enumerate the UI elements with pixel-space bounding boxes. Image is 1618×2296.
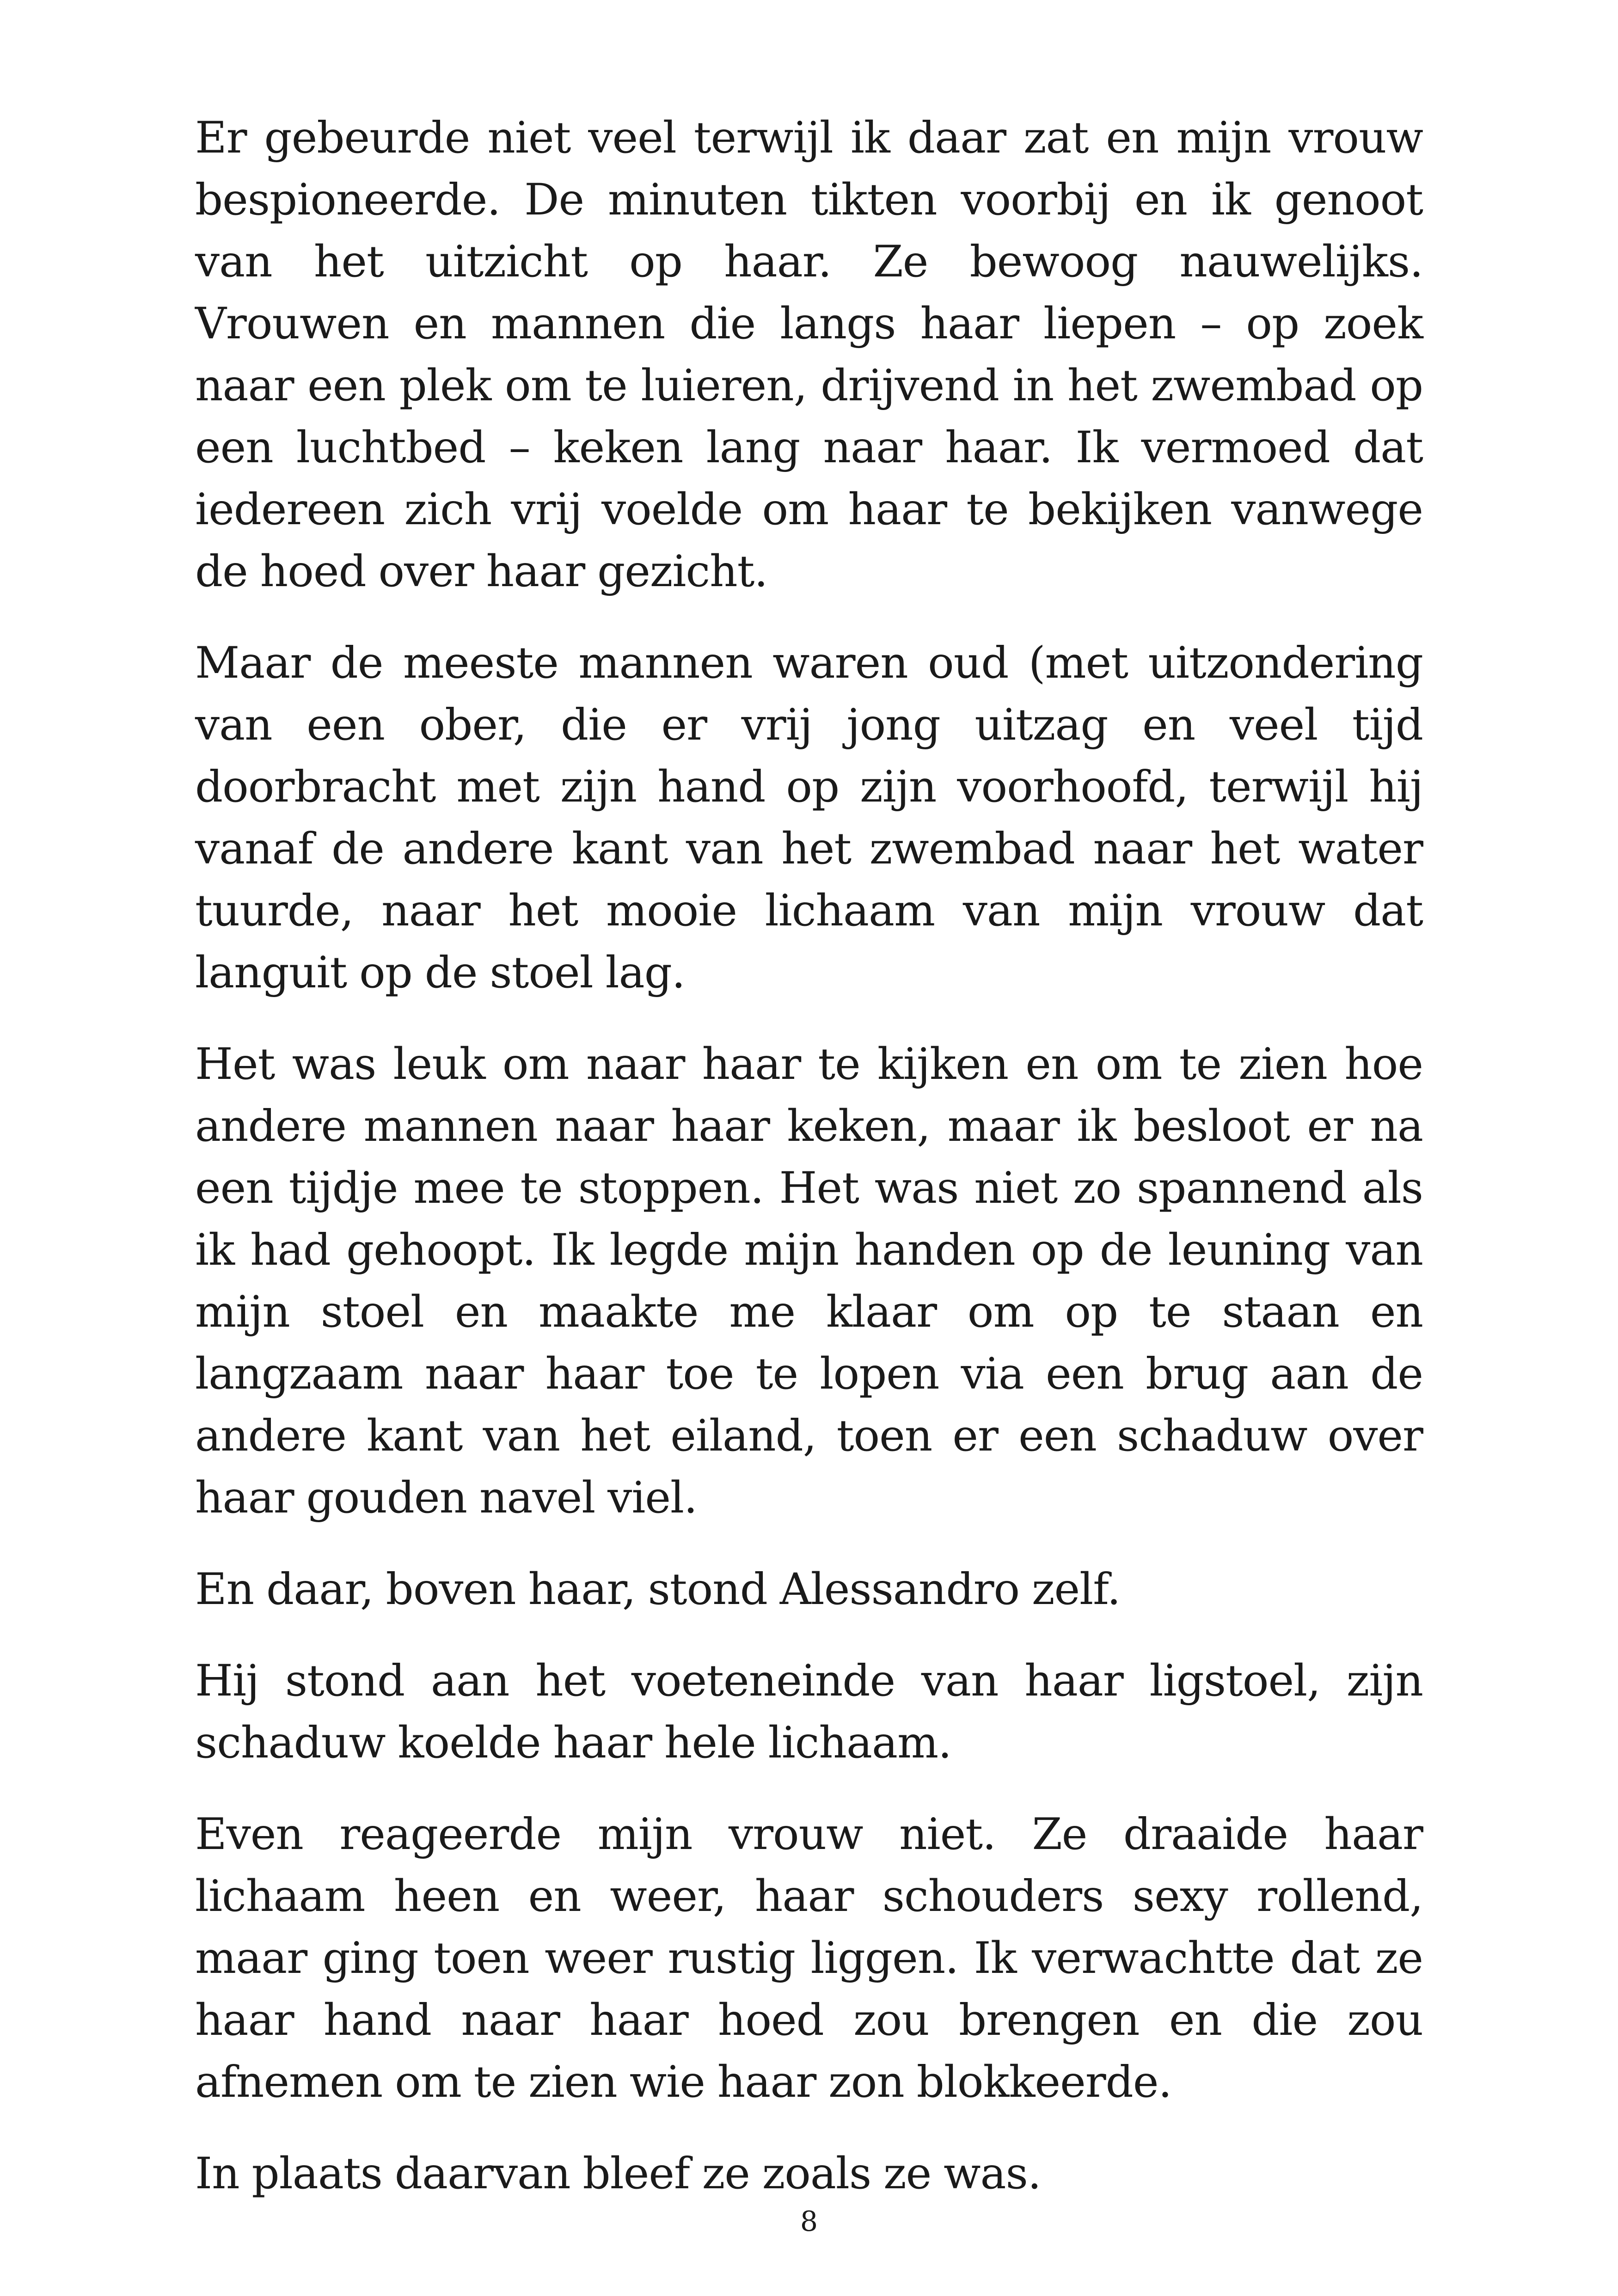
paragraph-2: Maar de meeste mannen waren oud (met uitzondering van een ober, die er vrij jong uitzag en veel tijd doorbracht met zijn hand op zijn voorhoofd, terwijl hij vanaf de andere kant van het zwembad naar het water tuurde, naar het mooie lichaam van mijn vrouw dat languit op de stoel lag. (195, 638, 1423, 998)
paragraph-6: Even reageerde mijn vrouw niet. Ze draaide haar lichaam heen en weer, haar schouders sexy rollend, maar ging toen weer rustig liggen. Ik verwachtte dat ze haar hand naar haar hoed zou brengen en die zou afnemen om te zien wie haar zon blokkeerde. (195, 1809, 1423, 2107)
page-number: 8 (800, 2205, 818, 2238)
paragraph-3: Het was leuk om naar haar te kijken en om te zien hoe andere mannen naar haar keken, maar ik besloot er na een tijdje mee te stoppen. Het was niet zo spannend als ik had gehoopt. Ik legde mijn handen op de leuning van mijn stoel en maakte me klaar om op te staan en langzaam naar haar toe te lopen via een brug aan de andere kant van het eiland, toen er een schaduw over haar gouden navel viel. (195, 1039, 1423, 1523)
paragraph-7: In plaats daarvan bleef ze zoals ze was. (195, 2149, 1041, 2199)
paragraph-1: Er gebeurde niet veel terwijl ik daar zat en mijn vrouw bespioneerde. De minuten tikten voorbij en ik genoot van het uitzicht op haar. Ze bewoog nauwelijks. Vrouwen en mannen die langs haar liepen – op zoek naar een plek om te luieren, drijvend in het zwembad op een luchtbed – keken lang naar haar. Ik vermoed dat iedereen zich vrij voelde om haar te bekijken vanwege de hoed over haar gezicht. (195, 113, 1423, 597)
paragraph-5: Hij stond aan het voeteneinde van haar ligstoel, zijn schaduw koelde haar hele lichaam. (195, 1656, 1423, 1768)
paragraph-4: En daar, boven haar, stond Alessandro zelf. (195, 1564, 1121, 1615)
body-text (195, 107, 1423, 2235)
